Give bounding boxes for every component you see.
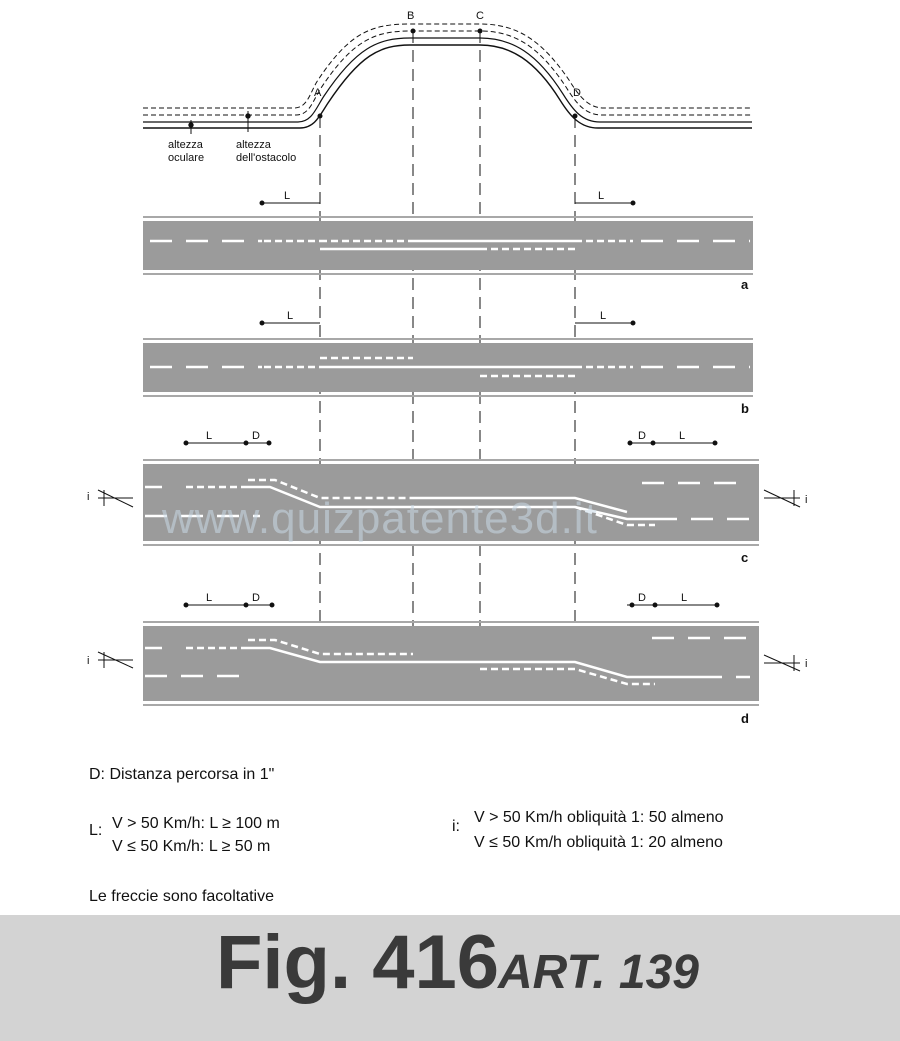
l-rule-1: V > 50 Km/h: L ≥ 100 m — [112, 815, 280, 832]
panel-b-label: b — [741, 401, 749, 416]
dim-l-right-a — [575, 201, 635, 205]
taper-right-c-label: i — [805, 494, 808, 506]
l-prefix: L: — [89, 822, 103, 839]
point-a-label: A — [314, 87, 322, 99]
d-definition: D: Distanza percorsa in 1" — [89, 766, 275, 783]
crest-profile — [143, 24, 752, 128]
dim-ld-left-c-d-label: D — [252, 430, 260, 442]
obstacle-height-label-1: altezza — [236, 139, 271, 151]
watermark: www.quizpatente3d.it — [162, 494, 598, 543]
dim-ld-left-d — [184, 603, 274, 607]
point-d-label: D — [573, 87, 581, 99]
i-rule-1: V > 50 Km/h obliquità 1: 50 almeno — [474, 809, 724, 826]
dim-l-right-b-label: L — [600, 310, 607, 322]
dim-ld-left-c-l-label: L — [206, 430, 213, 442]
panel-a-label: a — [741, 277, 749, 292]
point-b-label: B — [407, 10, 415, 22]
dim-ld-right-d-l-label: L — [681, 592, 688, 604]
road-a-surface — [143, 221, 753, 270]
dim-l-left-a-label: L — [284, 190, 291, 202]
panel-b — [143, 310, 753, 416]
figure-number: Fig. 416 — [216, 920, 499, 1005]
eye-height-label-2: oculare — [168, 152, 205, 164]
obstacle-height-label-2: dell'ostacolo — [236, 152, 297, 164]
taper-symbol-right-c — [764, 490, 800, 507]
dim-ld-right-d-d-label: D — [638, 592, 646, 604]
dim-l-left-b-label: L — [287, 310, 294, 322]
panel-c-label: c — [741, 550, 749, 565]
dim-ld-right-c-l-label: L — [679, 430, 686, 442]
dim-ld-right-c-d-label: D — [638, 430, 646, 442]
taper-symbol-left-c — [98, 490, 133, 507]
taper-left-c-label: i — [87, 491, 90, 503]
taper-symbol-left-d — [98, 652, 133, 668]
article-number: ART. 139 — [498, 946, 699, 999]
point-c-label: C — [476, 10, 484, 22]
taper-right-d-label: i — [805, 658, 808, 670]
l-rule-2: V ≤ 50 Km/h: L ≥ 50 m — [112, 838, 271, 855]
taper-symbol-right-d — [764, 655, 800, 671]
dim-ld-left-d-d-label: D — [252, 592, 260, 604]
i-rule-2: V ≤ 50 Km/h obliquità 1: 20 almeno — [474, 834, 723, 851]
dim-l-right-a-label: L — [598, 190, 605, 202]
panel-d-label: d — [741, 711, 749, 726]
panel-d — [87, 592, 807, 726]
panel-a — [143, 190, 753, 292]
figure-footer — [0, 915, 900, 1041]
taper-left-d-label: i — [87, 655, 90, 667]
i-prefix: i: — [452, 818, 460, 835]
dim-ld-left-d-l-label: L — [206, 592, 213, 604]
arrows-note: Le freccie sono facoltative — [89, 888, 274, 905]
eye-height-label-1: altezza — [168, 139, 203, 151]
